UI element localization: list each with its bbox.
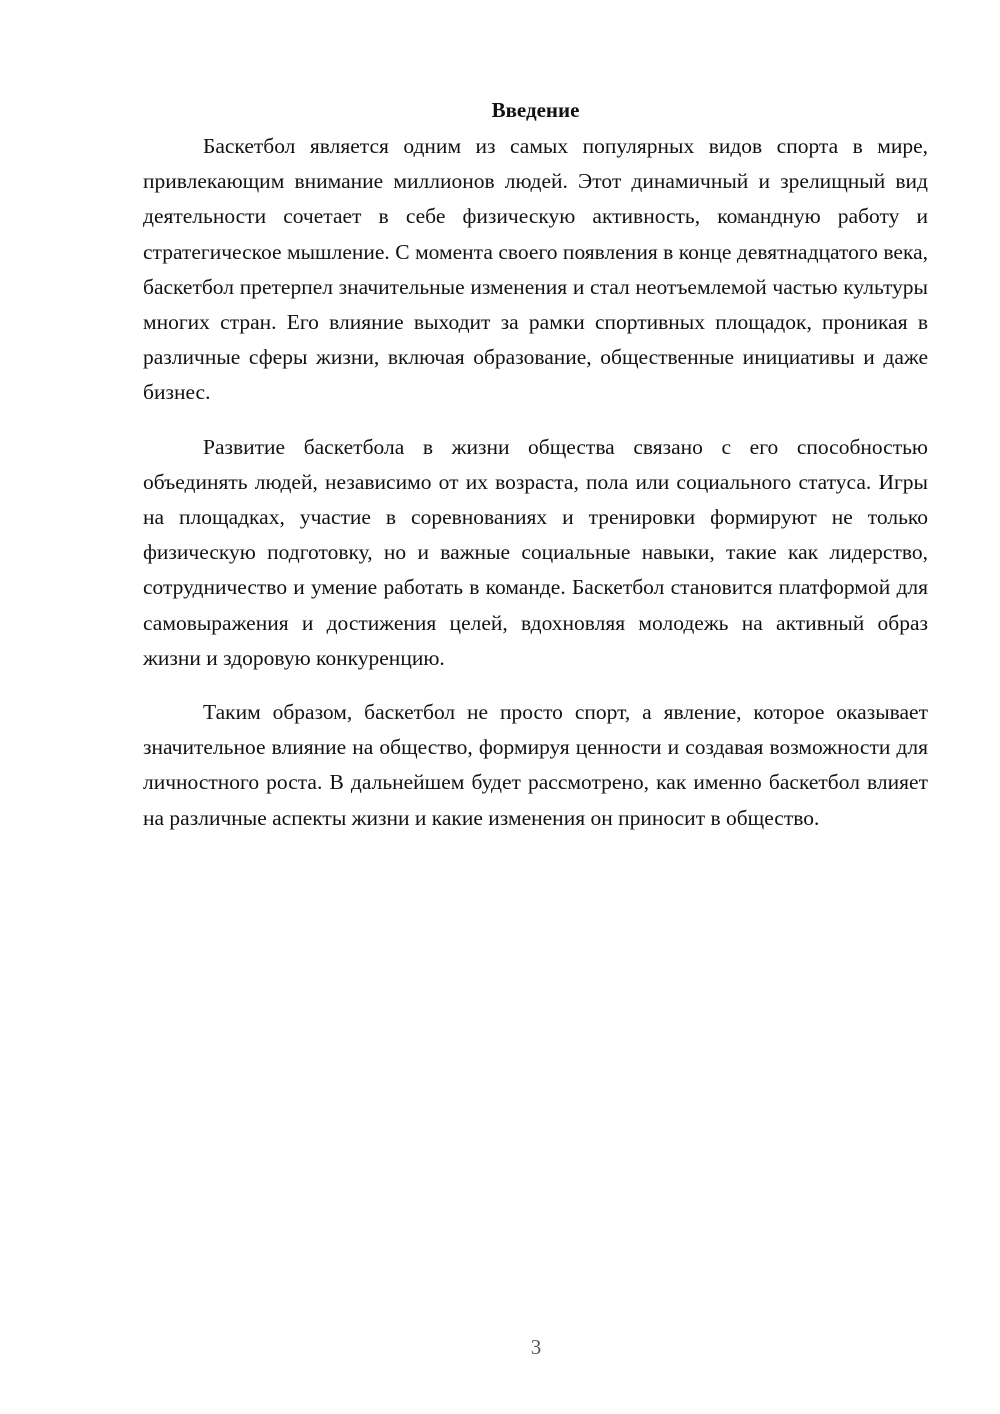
section-heading: Введение xyxy=(491,98,580,122)
page-number: 3 xyxy=(530,1335,542,1359)
paragraph-conclusion: Таким образом, баскетбол не просто спорт, а явление, которое оказывает значительное влияние на общество, формируя ценности и создавая возможности для личностного роста. В дальнейшем будет рассмотрено, как именно баскетбол влияет на различные аспекты жизни и какие изменения он приносит в общество. xyxy=(143,700,928,830)
paragraph-intro: Баскетбол является одним из самых популярных видов спорта в мире, привлекающим внимание миллионов людей. Этот динамичный и зрелищный вид деятельности сочетает в себе физическую активность, командную работу и стратегическое мышление. С момента своего появления в конце девятнадцатого века, баскетбол претерпел значительные изменения и стал неотъемлемой частью культуры многих стран. Его влияние выходит за рамки спортивных площадок, проникая в различные сферы жизни, включая образование, общественные инициативы и даже бизнес. xyxy=(143,134,928,405)
paragraph-development: Развитие баскетбола в жизни общества связано с его способностью объединять людей, независимо от их возраста, пола или социального статуса. Игры на площадках, участие в соревнованиях и тренировки формируют не только физическую подготовку, но и важные социальные навыки, такие как лидерство, сотрудничество и умение работать в команде. Баскетбол становится платформой для самовыражения и достижения целей, вдохновляя молодежь на активный образ жизни и здоровую конкуренцию. xyxy=(143,434,928,670)
page-content xyxy=(143,93,928,855)
